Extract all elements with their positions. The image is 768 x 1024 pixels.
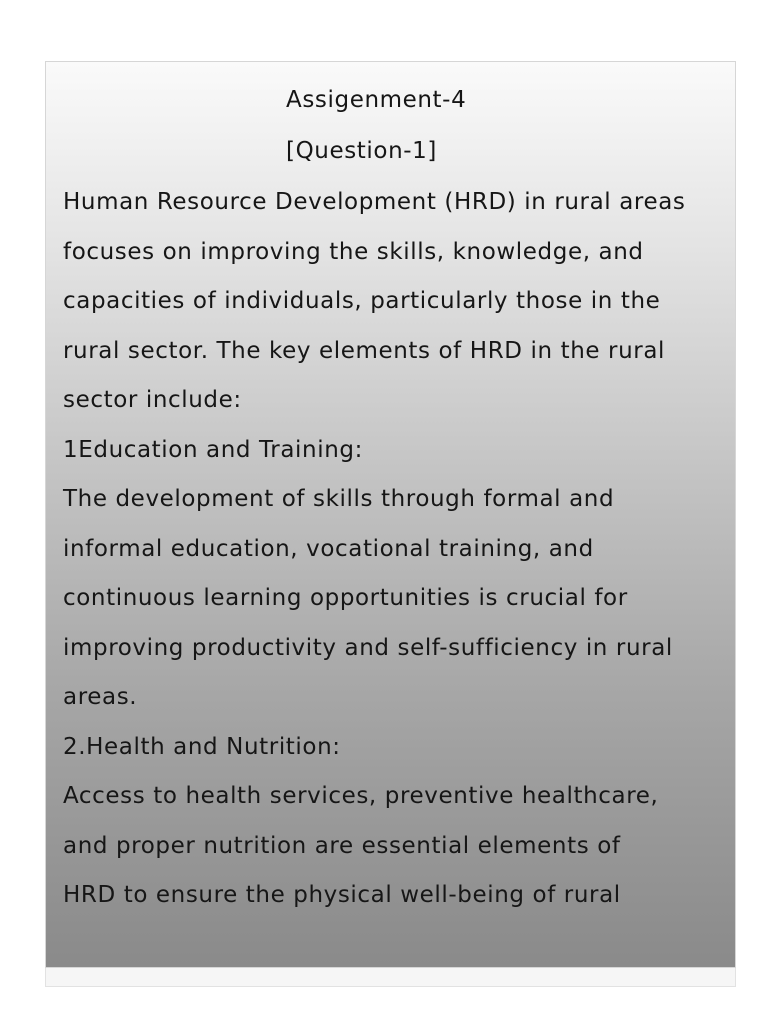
text-line: improving productivity and self-sufficiency in rural	[63, 634, 673, 661]
text-line: informal education, vocational training, and	[63, 535, 594, 562]
text-line: focuses on improving the skills, knowledge, and	[63, 238, 644, 265]
section-heading-health: 2.Health and Nutrition:	[63, 733, 341, 760]
question-heading: [Question-1]	[286, 138, 437, 164]
text-line: Human Resource Development (HRD) in rural areas	[63, 189, 686, 215]
text-line: capacities of individuals, particularly those in the	[63, 288, 661, 314]
page-bottom-edge	[45, 968, 736, 987]
assignment-title: Assigenment-4	[286, 87, 467, 113]
section-heading-education: 1Education and Training:	[63, 436, 363, 463]
text-line: areas.	[63, 684, 138, 710]
text-line: The development of skills through formal and	[63, 486, 615, 512]
text-line: Access to health services, preventive healthcare,	[63, 783, 659, 809]
text-line: rural sector. The key elements of HRD in the rural	[63, 337, 666, 364]
document-page	[45, 61, 736, 968]
text-line: sector include:	[63, 387, 242, 413]
text-line: continuous learning opportunities is crucial for	[63, 585, 628, 611]
handwritten-text-body	[63, 182, 685, 925]
text-line: HRD to ensure the physical well-being of rural	[63, 882, 621, 908]
text-line: and proper nutrition are essential elements of	[63, 832, 621, 859]
